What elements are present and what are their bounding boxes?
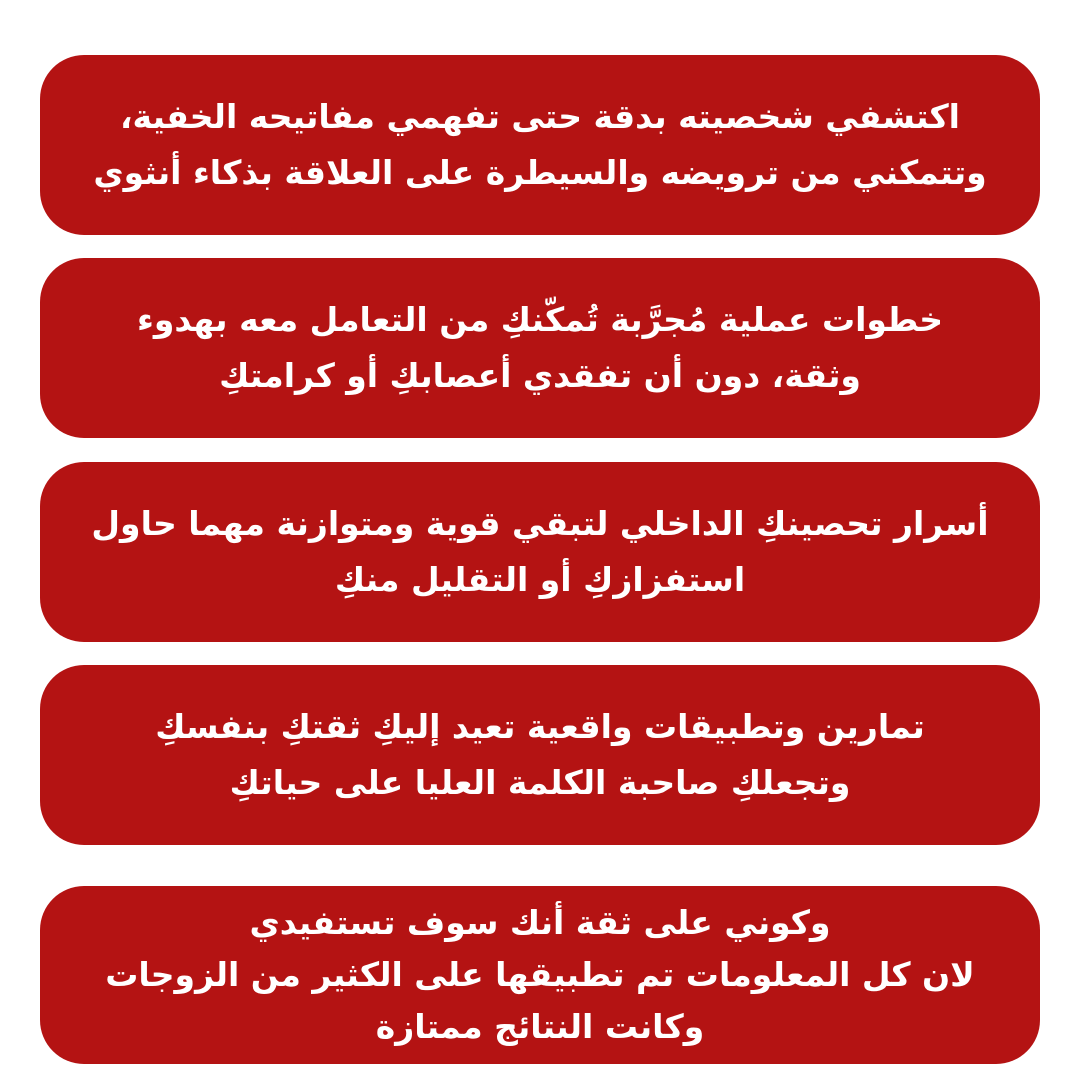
closing-card (40, 886, 1040, 1064)
card-1-line-1: اكتشفي شخصيته بدقة حتى تفهمي مفاتيحه الخفية، (120, 97, 960, 136)
card-2-line-1: خطوات عملية مُجرَّبة تُمكّنكِ من التعامل معه بهدوء (136, 300, 944, 339)
benefit-card-2 (40, 258, 1040, 438)
card-2-line-2: وثقة، دون أن تفقدي أعصابكِ أو كرامتكِ (219, 356, 861, 395)
card-5-line-3: وكانت النتائج ممتازة (375, 1007, 705, 1046)
card-4-line-1: تمارين وتطبيقات واقعية تعيد إليكِ ثقتكِ بنفسكِ (155, 707, 925, 746)
card-4-line-2: وتجعلكِ صاحبة الكلمة العليا على حياتكِ (229, 763, 851, 802)
card-1-line-2: وتتمكني من ترويضه والسيطرة على العلاقة بذكاء أنثوي (93, 153, 987, 192)
card-5-line-2: لان كل المعلومات تم تطبيقها على الكثير من الزوجات (105, 955, 975, 994)
benefit-card-4 (40, 665, 1040, 845)
benefit-card-3 (40, 462, 1040, 642)
card-3-line-1: أسرار تحصينكِ الداخلي لتبقي قوية ومتوازنة مهما حاول (91, 504, 989, 543)
card-5-line-1: وكوني على ثقة أنك سوف تستفيدي (249, 903, 831, 942)
card-3-line-2: استفزازكِ أو التقليل منكِ (334, 560, 746, 599)
benefit-card-1 (40, 55, 1040, 235)
